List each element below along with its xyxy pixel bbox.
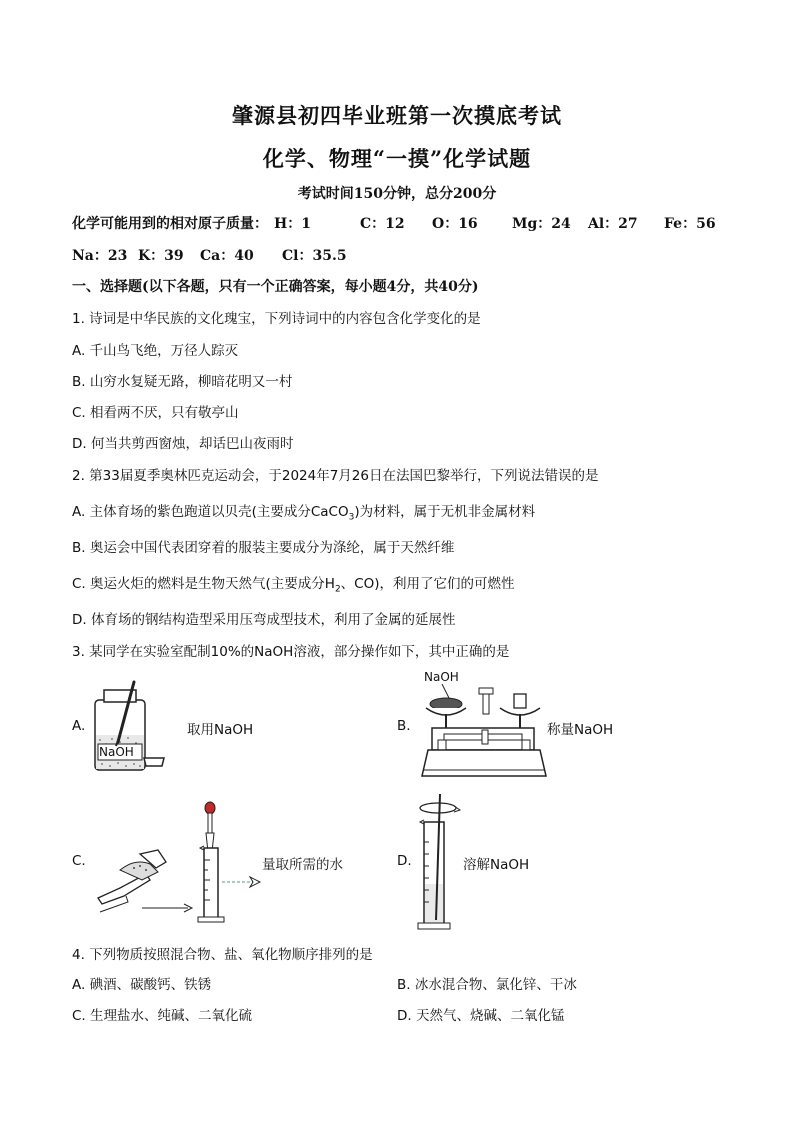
q4-option-c: C. 生理盐水、纯碱、二氧化硫 — [72, 1008, 253, 1024]
balance-naoh-label: NaOH — [424, 670, 459, 684]
q1-option-d: D. 何当共剪西窗烛，却话巴山夜雨时 — [72, 436, 294, 452]
q2-option-c-pre: C. 奥运火炬的燃料是生物天然气(主要成分 — [72, 576, 325, 592]
q3-option-d-caption: 溶解NaOH — [463, 857, 530, 873]
atomic-mass-row-2 — [0, 245, 794, 265]
q2-option-a-pre: A. 主体育场的紫色跑道以贝壳(主要成分 — [72, 504, 311, 520]
q4-stem: 4. 下列物质按照混合物、盐、氧化物顺序排列的是 — [72, 947, 373, 963]
q3-stem: 3. 某同学在实验室配制10%的NaOH溶液，部分操作如下，其中正确的是 — [72, 644, 510, 660]
atomic-mass-item: C：12 — [360, 216, 405, 232]
q1-stem: 1. 诗词是中华民族的文化瑰宝，下列诗词中的内容包含化学变化的是 — [72, 311, 481, 327]
formula-subscript: 3 — [348, 512, 355, 523]
atomic-mass-item: Mg：24 — [512, 216, 571, 232]
exam-title: 肇源县初四毕业班第一次摸底考试 — [232, 103, 562, 128]
formula-subscript: 2 — [334, 584, 341, 595]
formula-caco3 — [310, 504, 355, 523]
atomic-mass-item: Fe：56 — [664, 216, 716, 232]
q3-option-b-caption: 称量NaOH — [547, 722, 614, 738]
atomic-mass-item: Cl：35.5 — [282, 248, 347, 264]
exam-info: 考试时间150分钟，总分200分 — [297, 186, 497, 202]
atomic-mass-item: Ca：40 — [200, 248, 254, 264]
q3-option-d-letter: D. — [397, 853, 412, 869]
q2-option-c-post: )，利用了它们的可燃性 — [374, 576, 515, 592]
q4-option-a: A. 碘酒、碳酸钙、铁锈 — [72, 977, 212, 993]
atomic-mass-item: Na：23 — [72, 248, 128, 264]
q1-option-b: B. 山穷水复疑无路，柳暗花明又一村 — [72, 374, 293, 390]
atomic-mass-item: K：39 — [138, 248, 184, 264]
q2-option-d: D. 体育场的钢结构造型采用压弯成型技术，利用了金属的延展性 — [72, 612, 456, 628]
formula-text: H — [324, 576, 335, 592]
atomic-mass-item: O：16 — [432, 216, 478, 232]
q2-option-a-post: )为材料，属于无机非金属材料 — [354, 504, 536, 520]
dissolving-cylinder-figure — [414, 792, 464, 932]
q2-option-c — [72, 572, 515, 595]
q1-option-c: C. 相看两不厌，只有敬亭山 — [72, 405, 239, 421]
balance-figure — [414, 684, 554, 784]
q3-option-c-letter: C. — [72, 853, 86, 869]
q4-option-d: D. 天然气、烧碱、二氧化锰 — [397, 1008, 565, 1024]
measuring-cylinder-figure — [90, 800, 270, 925]
separator: 、 — [340, 576, 355, 592]
q4-option-b: B. 冰水混合物、氯化锌、干冰 — [397, 977, 577, 993]
atomic-mass-item: Al：27 — [588, 216, 638, 232]
atomic-mass-item: H：1 — [274, 216, 311, 232]
atomic-mass-label: 化学可能用到的相对原子质量： — [72, 216, 268, 232]
atomic-mass-row-1 — [0, 213, 794, 233]
q2-option-a — [72, 500, 535, 523]
formula-text: CaCO — [310, 504, 349, 520]
q3-option-c-caption: 量取所需的水 — [262, 857, 343, 873]
q1-option-a: A. 千山鸟飞绝，万径人踪灭 — [72, 343, 239, 359]
exam-subtitle: 化学、物理“一摸”化学试题 — [262, 146, 532, 171]
q3-option-b-letter: B. — [397, 718, 411, 734]
q3-option-a-letter: A. — [72, 718, 86, 734]
reagent-bottle-label: NaOH — [99, 745, 134, 759]
q3-option-a-caption: 取用NaOH — [187, 722, 254, 738]
reagent-bottle-figure — [90, 680, 180, 775]
formula-co: CO — [354, 576, 375, 592]
formula-h2 — [324, 576, 341, 595]
q2-stem: 2. 第33届夏季奥林匹克运动会，于2024年7月26日在法国巴黎举行，下列说法错误的是 — [72, 468, 599, 484]
section-heading: 一、选择题(以下各题，只有一个正确答案，每小题4分，共40分) — [72, 279, 479, 295]
q2-option-b: B. 奥运会中国代表团穿着的服装主要成分为涤纶，属于天然纤维 — [72, 540, 455, 556]
